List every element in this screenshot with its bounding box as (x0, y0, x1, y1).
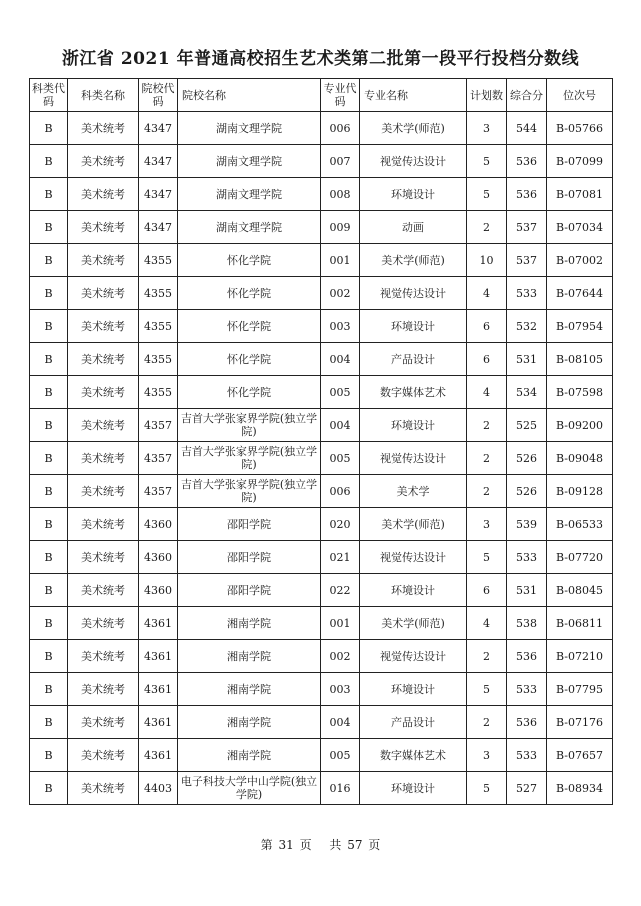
cell-school-code: 4360 (139, 508, 178, 541)
cell-category-name: 美术统考 (68, 211, 139, 244)
cell-major-name: 环境设计 (360, 574, 467, 607)
cell-plan-count: 5 (467, 673, 507, 706)
header-category-name: 科类名称 (68, 79, 139, 112)
cell-category-name: 美术统考 (68, 640, 139, 673)
cell-major-name: 环境设计 (360, 772, 467, 805)
table-header-row (30, 79, 613, 112)
cell-school-code: 4355 (139, 310, 178, 343)
cell-major-code: 004 (321, 409, 360, 442)
cell-major-name: 环境设计 (360, 178, 467, 211)
cell-rank: B-07720 (547, 541, 613, 574)
page-total: 共 57 页 (329, 838, 381, 852)
cell-school-name: 湘南学院 (178, 640, 321, 673)
cell-rank: B-09200 (547, 409, 613, 442)
cell-major-code: 006 (321, 475, 360, 508)
cell-category-name: 美术统考 (68, 607, 139, 640)
cell-plan-count: 2 (467, 409, 507, 442)
cell-rank: B-07034 (547, 211, 613, 244)
cell-school-code: 4347 (139, 145, 178, 178)
cell-category-name: 美术统考 (68, 673, 139, 706)
cell-school-code: 4357 (139, 409, 178, 442)
table-row (30, 343, 613, 376)
cell-rank: B-07176 (547, 706, 613, 739)
cell-school-name: 邵阳学院 (178, 508, 321, 541)
table-row (30, 640, 613, 673)
cell-total-score: 536 (507, 145, 547, 178)
cell-category-code: B (30, 376, 68, 409)
table-row (30, 112, 613, 145)
cell-plan-count: 5 (467, 145, 507, 178)
cell-school-code: 4403 (139, 772, 178, 805)
cell-category-code: B (30, 442, 68, 475)
cell-rank: B-07081 (547, 178, 613, 211)
cell-school-name: 湘南学院 (178, 706, 321, 739)
cell-rank: B-07210 (547, 640, 613, 673)
cell-plan-count: 2 (467, 211, 507, 244)
cell-category-code: B (30, 310, 68, 343)
cell-major-code: 003 (321, 310, 360, 343)
cell-school-code: 4360 (139, 541, 178, 574)
table-row (30, 607, 613, 640)
cell-school-name: 怀化学院 (178, 343, 321, 376)
cell-rank: B-06811 (547, 607, 613, 640)
cell-major-name: 美术学(师范) (360, 112, 467, 145)
cell-category-name: 美术统考 (68, 145, 139, 178)
cell-category-code: B (30, 574, 68, 607)
cell-total-score: 537 (507, 211, 547, 244)
cell-major-code: 004 (321, 706, 360, 739)
cell-major-name: 数字媒体艺术 (360, 739, 467, 772)
cell-major-name: 数字媒体艺术 (360, 376, 467, 409)
cell-school-name: 怀化学院 (178, 277, 321, 310)
cell-major-code: 008 (321, 178, 360, 211)
cell-rank: B-08105 (547, 343, 613, 376)
cell-school-name: 湘南学院 (178, 673, 321, 706)
cell-major-code: 005 (321, 442, 360, 475)
cell-category-code: B (30, 640, 68, 673)
cell-category-code: B (30, 112, 68, 145)
cell-major-code: 007 (321, 145, 360, 178)
cell-major-name: 美术学 (360, 475, 467, 508)
cell-category-code: B (30, 178, 68, 211)
cell-plan-count: 2 (467, 706, 507, 739)
cell-major-code: 004 (321, 343, 360, 376)
cell-rank: B-07598 (547, 376, 613, 409)
cell-school-code: 4361 (139, 739, 178, 772)
table-row (30, 739, 613, 772)
cell-total-score: 527 (507, 772, 547, 805)
cell-rank: B-07002 (547, 244, 613, 277)
cell-school-name: 邵阳学院 (178, 574, 321, 607)
cell-plan-count: 10 (467, 244, 507, 277)
cell-total-score: 533 (507, 277, 547, 310)
table-row (30, 409, 613, 442)
cell-category-code: B (30, 673, 68, 706)
cell-category-name: 美术统考 (68, 277, 139, 310)
table-row (30, 211, 613, 244)
cell-school-code: 4361 (139, 673, 178, 706)
cell-rank: B-07644 (547, 277, 613, 310)
cell-rank: B-07099 (547, 145, 613, 178)
cell-major-name: 美术学(师范) (360, 244, 467, 277)
cell-school-code: 4355 (139, 277, 178, 310)
table-row (30, 442, 613, 475)
cell-school-name: 湖南文理学院 (178, 112, 321, 145)
cell-plan-count: 2 (467, 475, 507, 508)
cell-plan-count: 4 (467, 277, 507, 310)
cell-major-name: 动画 (360, 211, 467, 244)
cell-school-name: 怀化学院 (178, 376, 321, 409)
cell-total-score: 525 (507, 409, 547, 442)
cell-major-name: 美术学(师范) (360, 607, 467, 640)
cell-category-code: B (30, 244, 68, 277)
table-row (30, 310, 613, 343)
cell-school-code: 4347 (139, 178, 178, 211)
cell-plan-count: 6 (467, 343, 507, 376)
cell-plan-count: 6 (467, 310, 507, 343)
cell-major-code: 005 (321, 739, 360, 772)
cell-rank: B-06533 (547, 508, 613, 541)
cell-category-name: 美术统考 (68, 739, 139, 772)
cell-school-name: 湘南学院 (178, 607, 321, 640)
cell-major-name: 环境设计 (360, 673, 467, 706)
cell-major-code: 001 (321, 244, 360, 277)
cell-major-name: 美术学(师范) (360, 508, 467, 541)
cell-school-name: 吉首大学张家界学院(独立学院) (178, 442, 321, 475)
cell-category-code: B (30, 211, 68, 244)
cell-total-score: 531 (507, 343, 547, 376)
cell-school-code: 4355 (139, 244, 178, 277)
cell-school-code: 4361 (139, 607, 178, 640)
cell-category-code: B (30, 739, 68, 772)
cell-category-name: 美术统考 (68, 409, 139, 442)
table-body (30, 112, 613, 805)
table-row (30, 706, 613, 739)
cell-school-code: 4357 (139, 442, 178, 475)
cell-school-code: 4355 (139, 376, 178, 409)
cell-category-name: 美术统考 (68, 574, 139, 607)
cell-major-code: 002 (321, 277, 360, 310)
cell-plan-count: 4 (467, 376, 507, 409)
cell-major-code: 005 (321, 376, 360, 409)
cell-school-code: 4360 (139, 574, 178, 607)
cell-category-code: B (30, 706, 68, 739)
cell-plan-count: 3 (467, 112, 507, 145)
page-footer (0, 836, 641, 853)
cell-major-code: 016 (321, 772, 360, 805)
page-title: 浙江省 2021 年普通高校招生艺术类第二批第一段平行投档分数线 (61, 49, 580, 69)
cell-major-name: 视觉传达设计 (360, 145, 467, 178)
cell-major-name: 产品设计 (360, 706, 467, 739)
cell-total-score: 537 (507, 244, 547, 277)
cell-total-score: 531 (507, 574, 547, 607)
cell-category-code: B (30, 475, 68, 508)
cell-major-code: 009 (321, 211, 360, 244)
cell-school-name: 吉首大学张家界学院(独立学院) (178, 409, 321, 442)
cell-plan-count: 5 (467, 541, 507, 574)
header-rank: 位次号 (547, 79, 613, 112)
cell-school-name: 怀化学院 (178, 310, 321, 343)
cell-category-code: B (30, 607, 68, 640)
cell-plan-count: 3 (467, 508, 507, 541)
cell-major-name: 视觉传达设计 (360, 541, 467, 574)
cell-school-name: 湖南文理学院 (178, 178, 321, 211)
cell-plan-count: 2 (467, 442, 507, 475)
cell-rank: B-08045 (547, 574, 613, 607)
header-total-score: 综合分 (507, 79, 547, 112)
cell-major-code: 020 (321, 508, 360, 541)
header-school-name: 院校名称 (178, 79, 321, 112)
cell-major-code: 022 (321, 574, 360, 607)
cell-total-score: 534 (507, 376, 547, 409)
cell-major-code: 006 (321, 112, 360, 145)
table-row (30, 541, 613, 574)
cell-major-code: 003 (321, 673, 360, 706)
table-row (30, 277, 613, 310)
cell-school-name: 怀化学院 (178, 244, 321, 277)
cell-rank: B-08934 (547, 772, 613, 805)
cell-category-code: B (30, 409, 68, 442)
cell-rank: B-09048 (547, 442, 613, 475)
cell-school-name: 湖南文理学院 (178, 211, 321, 244)
cell-category-code: B (30, 145, 68, 178)
cell-category-name: 美术统考 (68, 772, 139, 805)
cell-category-name: 美术统考 (68, 343, 139, 376)
cell-school-code: 4361 (139, 706, 178, 739)
cell-total-score: 536 (507, 706, 547, 739)
table-row (30, 772, 613, 805)
cell-total-score: 533 (507, 541, 547, 574)
cell-plan-count: 5 (467, 772, 507, 805)
table-row (30, 508, 613, 541)
cell-category-code: B (30, 772, 68, 805)
header-category-code: 科类代码 (30, 79, 68, 112)
cell-category-name: 美术统考 (68, 112, 139, 145)
table-row (30, 145, 613, 178)
cell-plan-count: 4 (467, 607, 507, 640)
cell-rank: B-07795 (547, 673, 613, 706)
cell-school-code: 4347 (139, 211, 178, 244)
cell-total-score: 533 (507, 739, 547, 772)
cell-major-name: 产品设计 (360, 343, 467, 376)
cell-category-name: 美术统考 (68, 706, 139, 739)
cell-total-score: 526 (507, 475, 547, 508)
cell-major-name: 环境设计 (360, 409, 467, 442)
cell-category-name: 美术统考 (68, 178, 139, 211)
table-row (30, 673, 613, 706)
table-row (30, 178, 613, 211)
table-row (30, 376, 613, 409)
cell-plan-count: 6 (467, 574, 507, 607)
admission-score-table (29, 78, 613, 805)
cell-total-score: 536 (507, 640, 547, 673)
cell-major-name: 视觉传达设计 (360, 640, 467, 673)
table-row (30, 574, 613, 607)
cell-major-name: 环境设计 (360, 310, 467, 343)
header-plan-count: 计划数 (467, 79, 507, 112)
cell-school-name: 湖南文理学院 (178, 145, 321, 178)
cell-category-name: 美术统考 (68, 244, 139, 277)
cell-category-name: 美术统考 (68, 475, 139, 508)
cell-school-name: 吉首大学张家界学院(独立学院) (178, 475, 321, 508)
cell-total-score: 526 (507, 442, 547, 475)
table-row (30, 244, 613, 277)
table-row (30, 475, 613, 508)
cell-school-name: 邵阳学院 (178, 541, 321, 574)
cell-category-name: 美术统考 (68, 508, 139, 541)
cell-major-name: 视觉传达设计 (360, 277, 467, 310)
header-major-name: 专业名称 (360, 79, 467, 112)
cell-rank: B-05766 (547, 112, 613, 145)
cell-school-code: 4357 (139, 475, 178, 508)
cell-category-code: B (30, 343, 68, 376)
cell-school-code: 4347 (139, 112, 178, 145)
cell-rank: B-07657 (547, 739, 613, 772)
cell-category-name: 美术统考 (68, 376, 139, 409)
cell-major-name: 视觉传达设计 (360, 442, 467, 475)
cell-school-name: 湘南学院 (178, 739, 321, 772)
cell-category-code: B (30, 508, 68, 541)
cell-major-code: 002 (321, 640, 360, 673)
cell-category-name: 美术统考 (68, 442, 139, 475)
header-major-code: 专业代码 (321, 79, 360, 112)
cell-plan-count: 3 (467, 739, 507, 772)
cell-total-score: 536 (507, 178, 547, 211)
cell-category-name: 美术统考 (68, 310, 139, 343)
cell-category-code: B (30, 541, 68, 574)
cell-major-code: 021 (321, 541, 360, 574)
cell-plan-count: 2 (467, 640, 507, 673)
cell-school-name: 电子科技大学中山学院(独立学院) (178, 772, 321, 805)
cell-total-score: 533 (507, 673, 547, 706)
cell-rank: B-09128 (547, 475, 613, 508)
cell-category-name: 美术统考 (68, 541, 139, 574)
cell-rank: B-07954 (547, 310, 613, 343)
cell-total-score: 539 (507, 508, 547, 541)
cell-category-code: B (30, 277, 68, 310)
cell-total-score: 544 (507, 112, 547, 145)
header-school-code: 院校代码 (139, 79, 178, 112)
cell-plan-count: 5 (467, 178, 507, 211)
cell-school-code: 4355 (139, 343, 178, 376)
cell-school-code: 4361 (139, 640, 178, 673)
cell-major-code: 001 (321, 607, 360, 640)
cell-total-score: 538 (507, 607, 547, 640)
cell-total-score: 532 (507, 310, 547, 343)
page-number: 第 31 页 (260, 838, 312, 852)
